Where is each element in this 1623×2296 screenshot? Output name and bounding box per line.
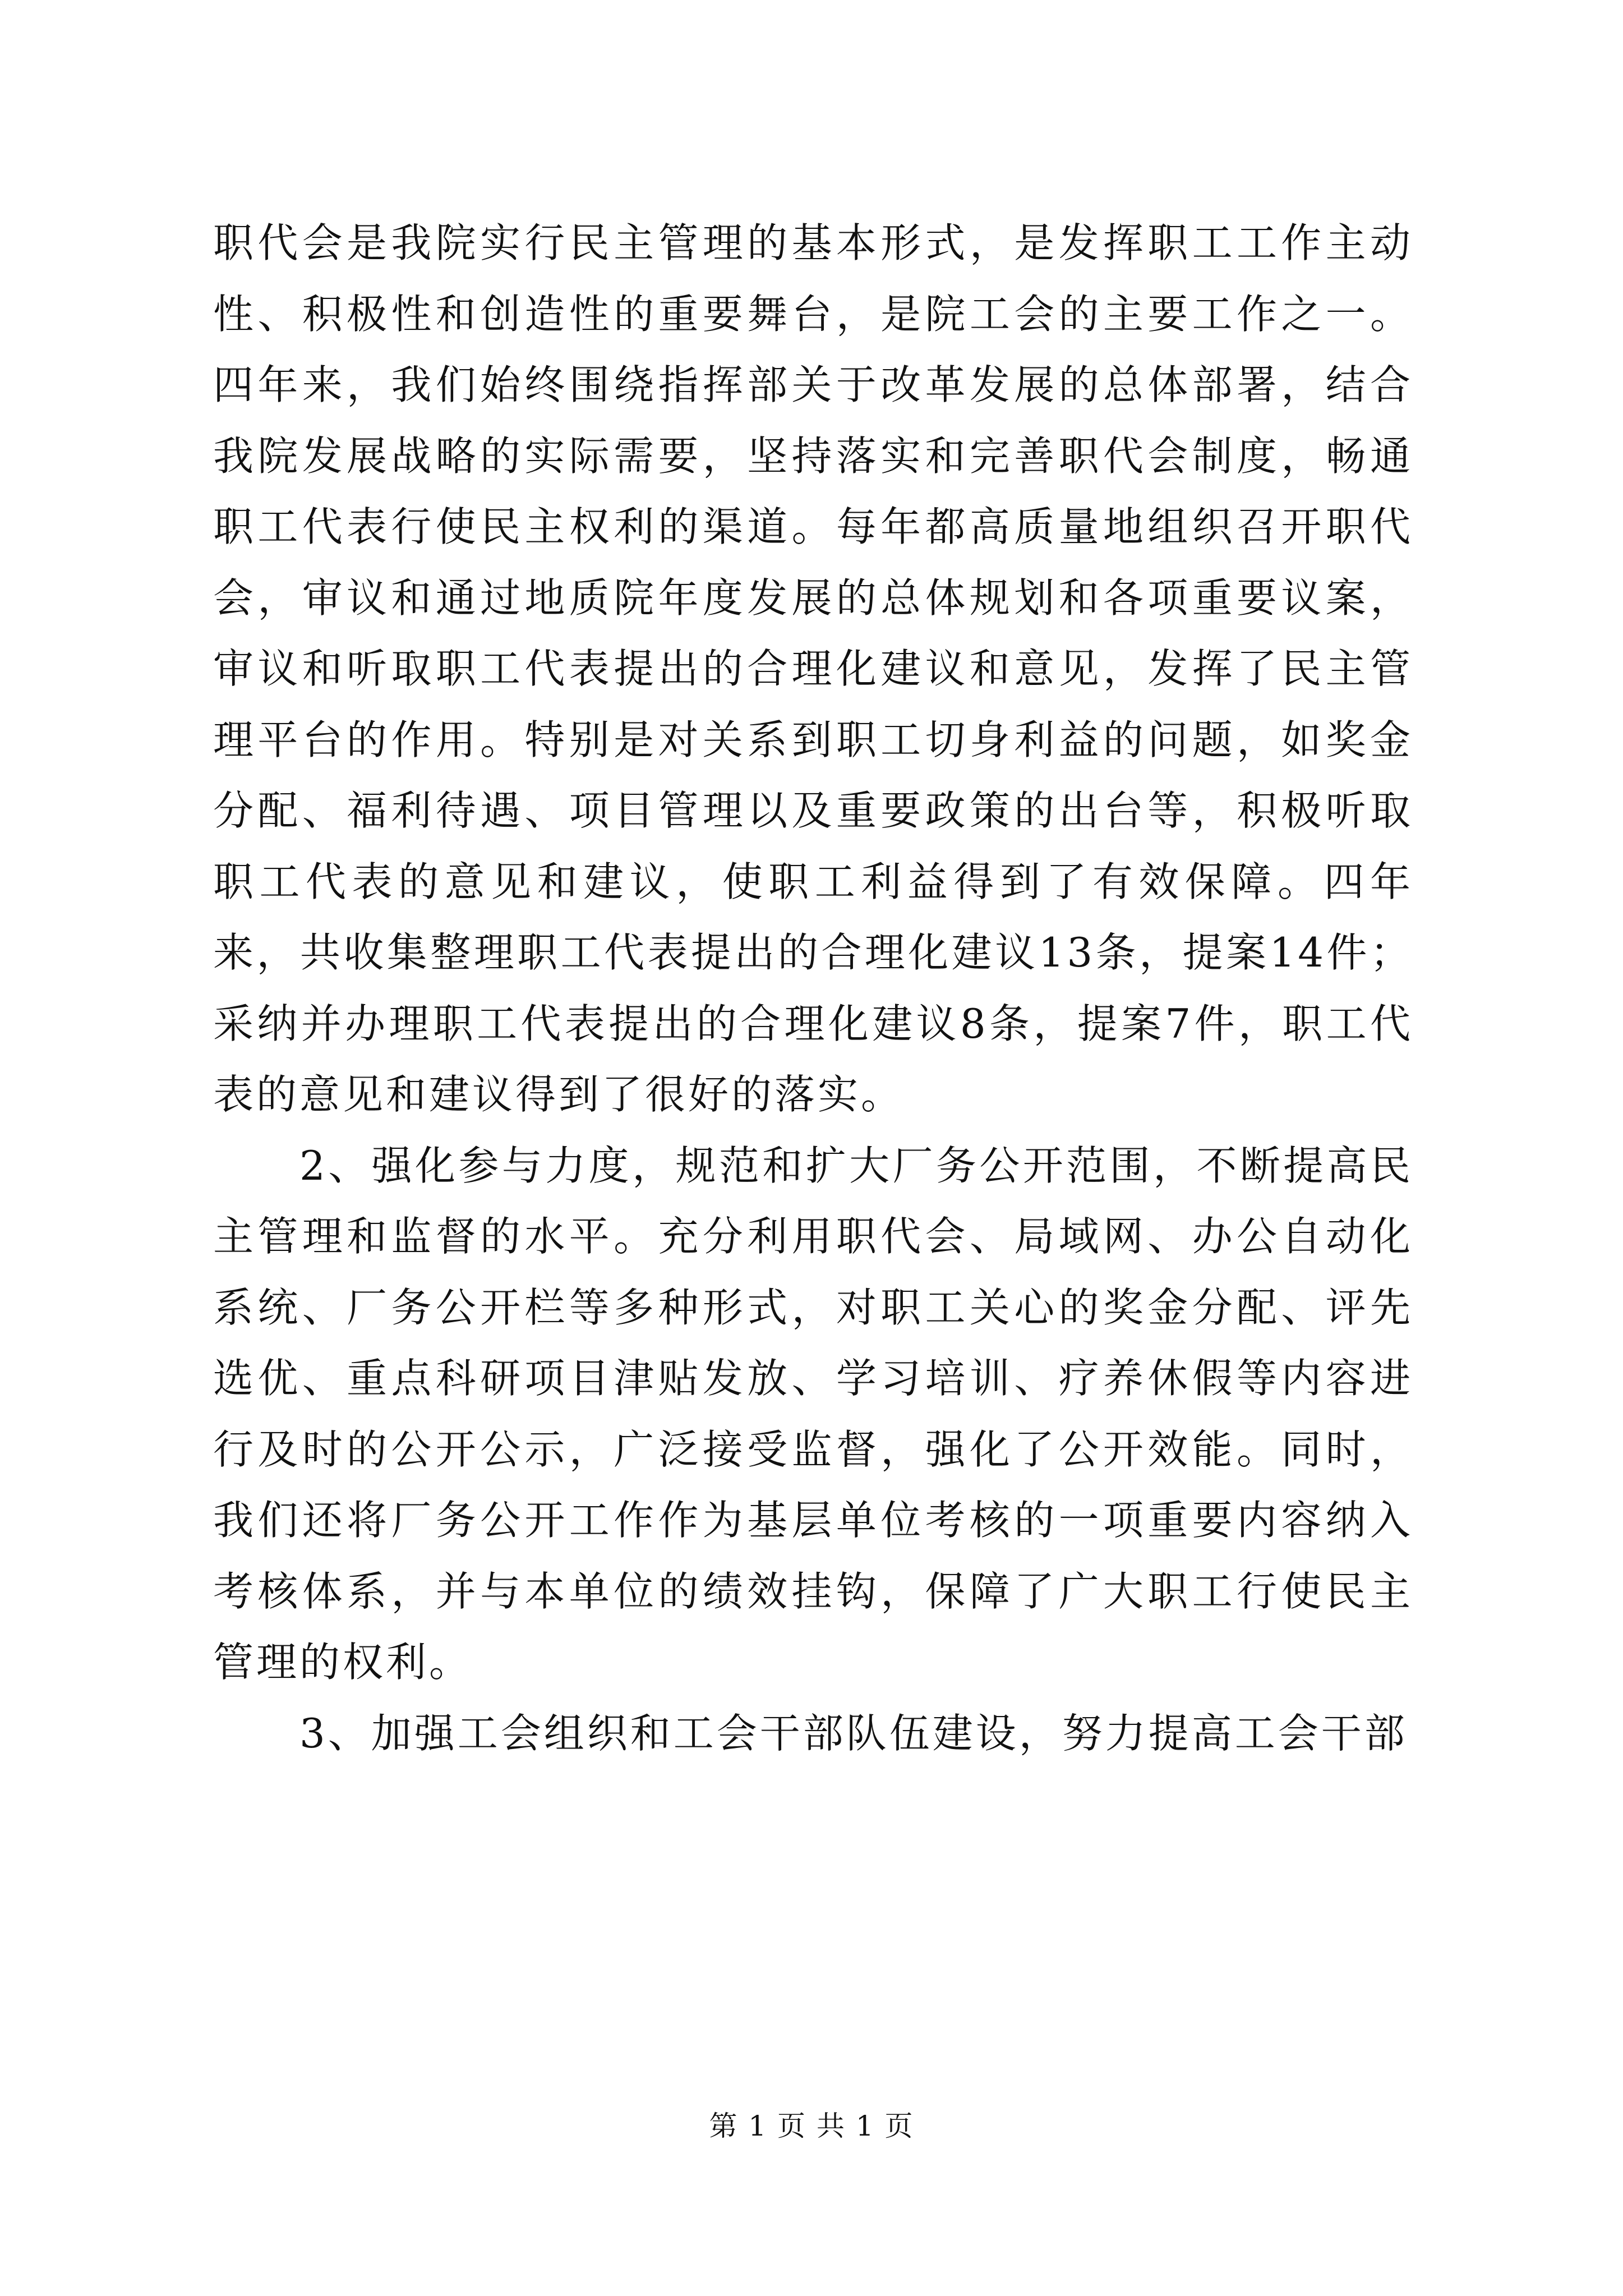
paragraph-2-openness: 2、强化参与力度，规范和扩大厂务公开范围，不断提高民主管理和监督的水平。充分利用职代会、局域网、办公自动化系统、厂务公开栏等多种形式，对职工关心的奖金分配、评先选优、重点科研项目津贴发放、学习培训、疗养休假等内容进行及时的公开公示，广泛接受监督，强化了公开效能。同时，我们还将厂务公开工作作为基层单位考核的一项重要内容纳入考核体系，并与本单位的绩效挂钩，保障了广大职工行使民主管理的权利。 bbox=[213, 1142, 1413, 1686]
body-text bbox=[213, 208, 1413, 1769]
page-footer: 第 1 页 共 1 页 bbox=[709, 2110, 914, 2142]
paragraph-democratic-management: 职代会是我院实行民主管理的基本形式，是发挥职工工作主动性、积极性和创造性的重要舞台，是院工会的主要工作之一。四年来，我们始终围绕指挥部关于改革发展的总体部署，结合我院发展战略的实际需要，坚持落实和完善职代会制度，畅通职工代表行使民主权利的渠道。每年都高质量地组织召开职代会，审议和通过地质院年度发展的总体规划和各项重要议案，审议和听取职工代表提出的合理化建议和意见，发挥了民主管理平台的作用。特别是对关系到职工切身利益的问题，如奖金分配、福利待遇、项目管理以及重要政策的出台等，积极听取职工代表的意见和建议，使职工利益得到了有效保障。四年来，共收集整理职工代表提出的合理化建议13条，提案14件；采纳并办理职工代表提出的合理化建议8条，提案7件，职工代表的意见和建议得到了很好的落实。 bbox=[213, 219, 1413, 1118]
paragraph-3-union-cadres: 3、加强工会组织和工会干部队伍建设，努力提高工会干部 bbox=[299, 1709, 1408, 1757]
